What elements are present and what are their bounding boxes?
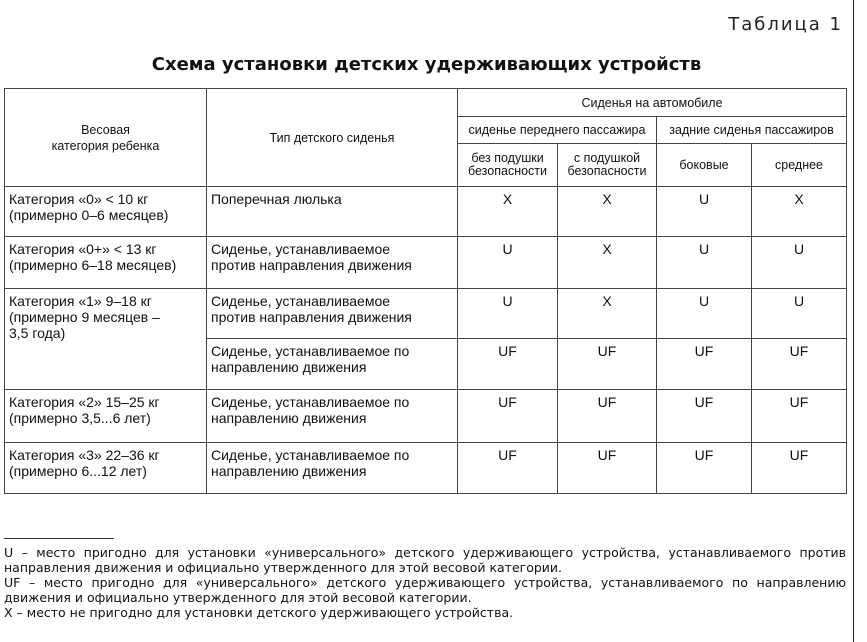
header-car-seats: Сиденья на автомобиле: [458, 89, 847, 117]
row-seat-type: Сиденье, устанавливаемое по направлению движения: [207, 390, 458, 443]
row-category: Категория «1» 9–18 кг (примерно 9 месяцев – 3,5 года): [5, 289, 207, 390]
child-restraint-table: [4, 88, 847, 494]
cell-rear-middle: UF: [752, 390, 847, 443]
cell-front-airbag: UF: [558, 339, 657, 390]
cell-rear-side: U: [657, 237, 752, 289]
cell-front-airbag: X: [558, 187, 657, 237]
footnote-uf: UF – место пригодно для «универсального» детского удерживающего устройства, устанавливаемого по направлению движения и официально утвержденного для этой весовой категории.: [4, 575, 846, 605]
row-category: Категория «0» < 10 кг (примерно 0–6 месяцев): [5, 187, 207, 237]
row-seat-type: Сиденье, устанавливаемое по направлению движения: [207, 339, 458, 390]
row-category: Категория «3» 22–36 кг (примерно 6...12 лет): [5, 443, 207, 494]
cell-front-airbag: UF: [558, 443, 657, 494]
page-title: Схема установки детских удерживающих устройств: [151, 54, 702, 75]
header-without-airbag: без подушки безопасности: [458, 144, 558, 187]
cell-front-no-airbag: UF: [458, 339, 558, 390]
header-front-passenger: сиденье переднего пассажира: [458, 117, 657, 144]
row-seat-type: Сиденье, устанавливаемое по направлению движения: [207, 443, 458, 494]
header-weight-category: Весовая категория ребенка: [5, 89, 207, 187]
header-rear-middle: среднее: [752, 144, 847, 187]
cell-rear-side: UF: [657, 339, 752, 390]
cell-rear-middle: U: [752, 237, 847, 289]
cell-rear-side: UF: [657, 443, 752, 494]
footnote-u: U – место пригодно для установки «универсального» детского удерживающего устройства, устанавливаемого против направления движения и официально утвержденного для этой весовой категории.: [4, 545, 846, 575]
row-category: Категория «0+» < 13 кг (примерно 6–18 месяцев): [5, 237, 207, 289]
footnote-x: X – место не пригодно для установки детского удерживающего устройства.: [4, 605, 514, 620]
cell-rear-side: U: [657, 187, 752, 237]
footnote-divider: [4, 538, 114, 539]
cell-rear-side: U: [657, 289, 752, 339]
row-seat-type: Сиденье, устанавливаемое против направления движения: [207, 237, 458, 289]
page-margin-rule: [853, 0, 854, 642]
table-row: [5, 390, 847, 443]
cell-front-no-airbag: UF: [458, 443, 558, 494]
cell-front-no-airbag: U: [458, 237, 558, 289]
table-row: [5, 443, 847, 494]
cell-rear-middle: U: [752, 289, 847, 339]
cell-front-no-airbag: X: [458, 187, 558, 237]
header-rear-seats: задние сиденья пассажиров: [657, 117, 847, 144]
cell-front-airbag: UF: [558, 390, 657, 443]
cell-front-airbag: X: [558, 289, 657, 339]
cell-rear-middle: X: [752, 187, 847, 237]
table-row: [5, 187, 847, 237]
footnotes: [4, 545, 846, 620]
row-category: Категория «2» 15–25 кг (примерно 3,5...6 лет): [5, 390, 207, 443]
header-with-airbag: с подушкой безопасности: [558, 144, 657, 187]
cell-rear-middle: UF: [752, 443, 847, 494]
cell-front-no-airbag: UF: [458, 390, 558, 443]
header-seat-type: Тип детского сиденья: [207, 89, 458, 187]
cell-front-airbag: X: [558, 237, 657, 289]
table-row: [5, 289, 847, 339]
header-rear-side: боковые: [657, 144, 752, 187]
table-row: [5, 237, 847, 289]
row-seat-type: Сиденье, устанавливаемое против направления движения: [207, 289, 458, 339]
row-seat-type: Поперечная люлька: [207, 187, 458, 237]
cell-rear-middle: UF: [752, 339, 847, 390]
cell-front-no-airbag: U: [458, 289, 558, 339]
cell-rear-side: UF: [657, 390, 752, 443]
table-number: Таблица 1: [728, 14, 843, 35]
